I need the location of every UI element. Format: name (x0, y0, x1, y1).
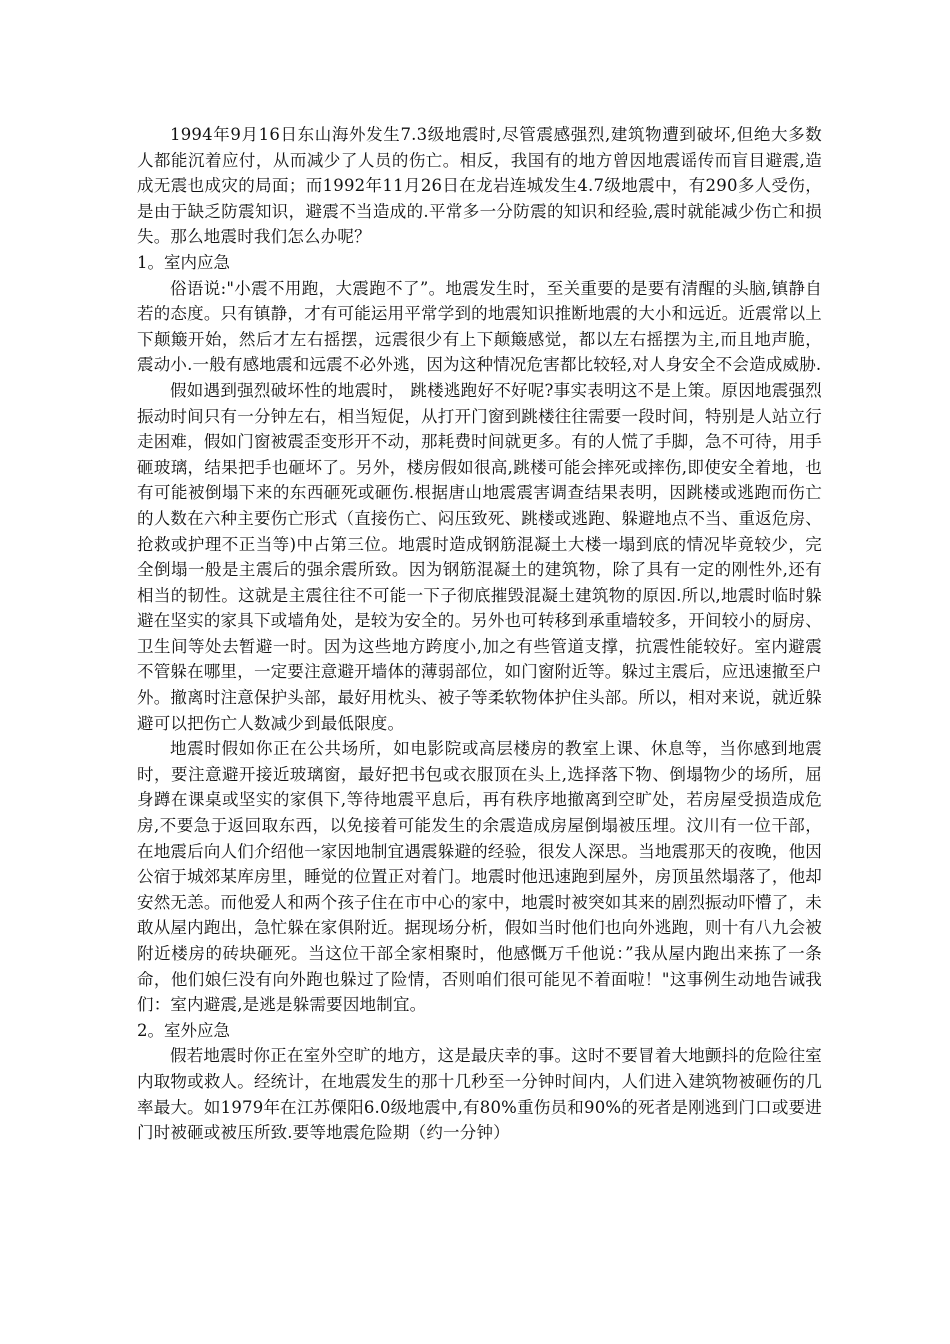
section-heading-outdoor: 2。室外应急 (137, 1020, 230, 1040)
intro-paragraph: 1994年9月16日东山海外发生7.3级地震时,尽管震感强烈,建筑物遭到破坏,但绝大多数人都能沉着应付，从而减少了人员的伤亡。相反，我国有的地方曾因地震谣传而盲目避震,造成无震也成灾的局面；而1992年11月26日在龙岩连城发生4.7级地震中，有290多人受伤，是由于缺乏防震知识，避震不当造成的.平常多一分防震的知识和经验,震时就能减少伤亡和损失。那么地震时我们怎么办呢？ (137, 125, 822, 247)
proverb-paragraph: 俗语说:"小震不用跑，大震跑不了”。地震发生时，至关重要的是要有清醒的头脑,镇静自若的态度。只有镇静，才有可能运用平常学到的地震知识推断地震的大小和远近。近震常以上下颠簸开始，然后才左右摇摆，远震很少有上下颠簸感觉，都以左右摇摆为主,而且地声脆，震动小.一般有感地震和远震不必外逃，因为这种情况危害都比较轻,对人身安全不会造成威胁. (137, 278, 822, 375)
outdoor-paragraph: 假若地震时你正在室外空旷的地方，这是最庆幸的事。这时不要冒着大地颤抖的危险往室内取物或救人。经统计，在地震发生的那十几秒至一分钟时间内，人们进入建筑物被砸伤的几率最大。如1979年在江苏傈阳6.0级地震中,有80%重伤员和90%的死者是刚逃到门口或要进门时被砸或被压所致.要等地震危险期（约一分钟） (137, 1046, 822, 1143)
public-place-paragraph: 地震时假如你正在公共场所，如电影院或高层楼房的教室上课、休息等，当你感到地震时，要注意避开接近玻璃窗，最好把书包或衣服顶在头上,选择落下物、倒塌物少的场所，屈身蹲在课桌或坚实的家俱下,等待地震平息后，再有秩序地撤离到空旷处，若房屋受损造成危房,不要急于返回取东西，以免接着可能发生的余震造成房屋倒塌被压埋。汶川有一位干部，在地震后向人们介绍他一家因地制宜遇震躲避的经验，很发人深思。当地震那天的夜晚，他因公宿于城郊某库房里，睡觉的位置正对着门。地震时他迅速跑到屋外，房顶虽然塌落了，他却安然无恙。而他爱人和两个孩子住在市中心的家中，地震时被突如其来的剧烈振动吓懵了，未敢从屋内跑出，急忙躲在家俱附近。据现场分析，假如当时他们也向外逃跑，则十有八九会被附近楼房的砖块砸死。当这位干部全家相聚时，他感慨万千他说：”我从屋内跑出来拣了一条命，他们娘仨没有向外跑也躲过了险情，否则咱们很可能见不着面啦！"这事例生动地告诫我们：室内避震,是逃是躲需要因地制宜。 (137, 739, 822, 1015)
section-heading-indoor: 1。室内应急 (137, 252, 230, 272)
strong-quake-paragraph: 假如遇到强烈破坏性的地震时， 跳楼逃跑好不好呢?事实表明这不是上策。原因地震强烈振动时间只有一分钟左右，相当短促，从打开门窗到跳楼往往需要一段时间，特别是人站立行走困难，假如门窗被震歪变形开不动，那耗费时间就更多。有的人慌了手脚，急不可待，用手砸玻璃，结果把手也砸坏了。另外，楼房假如很高,跳楼可能会摔死或摔伤,即使安全着地，也有可能被倒塌下来的东西砸死或砸伤.根据唐山地震震害调查结果表明，因跳楼或逃跑而伤亡的人数在六种主要伤亡形式（直接伤亡、闷压致死、跳楼或逃跑、躲避地点不当、重返危房、抢救或护理不正当等)中占第三位。地震时造成钢筋混凝土大楼一塌到底的情况毕竟较少，完全倒塌一般是主震后的强余震所致。因为钢筋混凝土的建筑物，除了具有一定的刚性外,还有相当的韧性。这就是主震往往不可能一下子彻底摧毁混凝土建筑物的原因.所以,地震时临时躲避在坚实的家具下或墙角处，是较为安全的。另外也可转移到承重墙较多，开间较小的厨房、卫生间等处去暂避一时。因为这些地方跨度小,加之有些管道支撑，抗震性能较好。室内避震不管躲在哪里，一定要注意避开墙体的薄弱部位，如门窗附近等。躲过主震后，应迅速撤至户外。撤离时注意保护头部，最好用枕头、被子等柔软物体护住头部。所以，相对来说，就近躲避可以把伤亡人数减少到最低限度。 (137, 380, 822, 733)
document-body (137, 122, 822, 1146)
